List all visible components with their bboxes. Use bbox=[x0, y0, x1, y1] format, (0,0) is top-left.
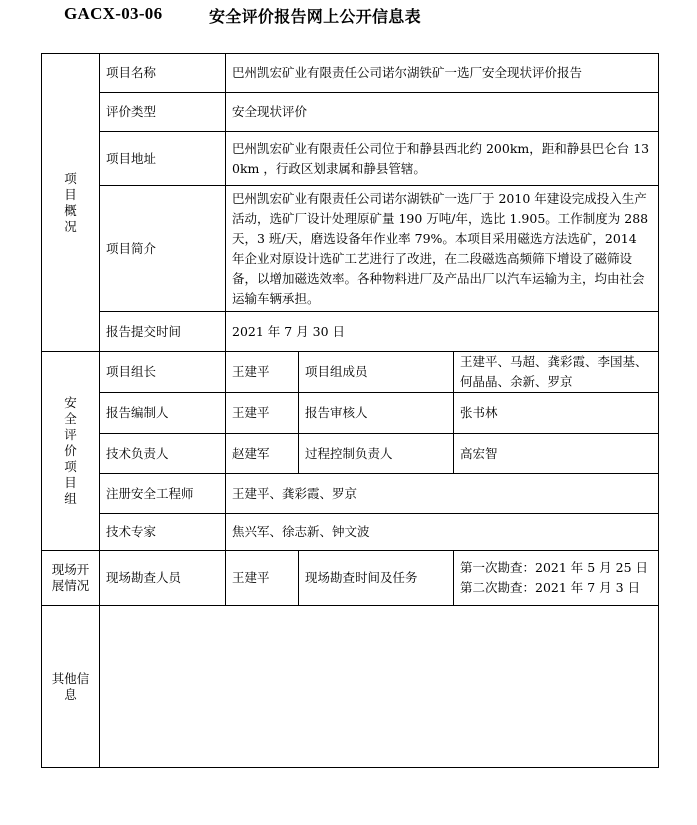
submit-time-label: 报告提交时间 bbox=[100, 312, 226, 352]
compiler-label: 报告编制人 bbox=[100, 393, 226, 434]
address-value: 巴州凯宏矿业有限责任公司位于和静县西北约 200km，距和静县巴仑台 130km ，行政区划隶属和静县管辖。 bbox=[226, 132, 659, 186]
group-site-label: 现场开 展情况 bbox=[42, 551, 100, 606]
row-intro bbox=[42, 186, 659, 312]
survey-second-visit: 第二次勘查：2021 年 7 月 3 日 bbox=[460, 580, 641, 595]
tech-lead-label: 技术负责人 bbox=[100, 434, 226, 474]
row-other-info bbox=[42, 606, 659, 768]
survey-time-label: 现场勘查时间及任务 bbox=[299, 551, 454, 606]
experts-label: 技术专家 bbox=[100, 514, 226, 551]
row-compiler bbox=[42, 393, 659, 434]
document-title: 安全评价报告网上公开信息表 bbox=[209, 7, 421, 26]
other-info-value bbox=[100, 606, 659, 768]
process-ctrl-label: 过程控制负责人 bbox=[299, 434, 454, 474]
engineers-value: 王建平、龚彩霞、罗京 bbox=[226, 474, 659, 514]
row-eval-type bbox=[42, 93, 659, 132]
group-other-label: 其他信 息 bbox=[42, 606, 100, 768]
row-experts bbox=[42, 514, 659, 551]
row-address bbox=[42, 132, 659, 186]
eval-type-label: 评价类型 bbox=[100, 93, 226, 132]
row-leader bbox=[42, 352, 659, 393]
survey-first-visit: 第一次勘查：2021 年 5 月 25 日 bbox=[460, 560, 649, 575]
compiler-value: 王建平 bbox=[226, 393, 299, 434]
intro-value: 巴州凯宏矿业有限责任公司诺尔湖铁矿一选厂于 2010 年建设完成投入生产活动，选矿厂设计处理原矿量 190 万吨/年，选比 1.905。工作制度为 288 天，3 班/天，磨选设备年作业率 79%。本项目采用磁选方法选矿，2014 年企业对原设计选矿工艺进行了改进，在二段磁选高频筛下增设了磁筛设备，以增加磁选效率。各种物料进厂及产品出厂以汽车运输为主，均由社会运输车辆承担。 bbox=[226, 186, 659, 312]
group-team-label: 安 全 评 价 项 目 组 bbox=[42, 352, 100, 551]
survey-time-value bbox=[454, 551, 659, 606]
row-submit-time bbox=[42, 312, 659, 352]
members-label: 项目组成员 bbox=[299, 352, 454, 393]
project-name-value: 巴州凯宏矿业有限责任公司诺尔湖铁矿一选厂安全现状评价报告 bbox=[226, 54, 659, 93]
project-name-label: 项目名称 bbox=[100, 54, 226, 93]
row-tech-lead bbox=[42, 434, 659, 474]
submit-time-value: 2021 年 7 月 30 日 bbox=[226, 312, 659, 352]
members-value: 王建平、马超、龚彩霞、李国基、何晶晶、余新、罗京 bbox=[454, 352, 659, 393]
eval-type-value: 安全现状评价 bbox=[226, 93, 659, 132]
survey-staff-label: 现场勘查人员 bbox=[100, 551, 226, 606]
row-project-name bbox=[42, 54, 659, 93]
address-label: 项目地址 bbox=[100, 132, 226, 186]
reviewer-value: 张书林 bbox=[454, 393, 659, 434]
tech-lead-value: 赵建军 bbox=[226, 434, 299, 474]
process-ctrl-value: 高宏智 bbox=[454, 434, 659, 474]
leader-value: 王建平 bbox=[226, 352, 299, 393]
row-site-survey bbox=[42, 551, 659, 606]
group-overview-label: 项 目 概 况 bbox=[42, 54, 100, 352]
reviewer-label: 报告审核人 bbox=[299, 393, 454, 434]
info-table bbox=[41, 53, 659, 768]
document-code: GACX-03-06 bbox=[64, 4, 163, 23]
leader-label: 项目组长 bbox=[100, 352, 226, 393]
intro-label: 项目简介 bbox=[100, 186, 226, 312]
engineers-label: 注册安全工程师 bbox=[100, 474, 226, 514]
survey-staff-value: 王建平 bbox=[226, 551, 299, 606]
row-engineers bbox=[42, 474, 659, 514]
experts-value: 焦兴军、徐志新、钟文波 bbox=[226, 514, 659, 551]
